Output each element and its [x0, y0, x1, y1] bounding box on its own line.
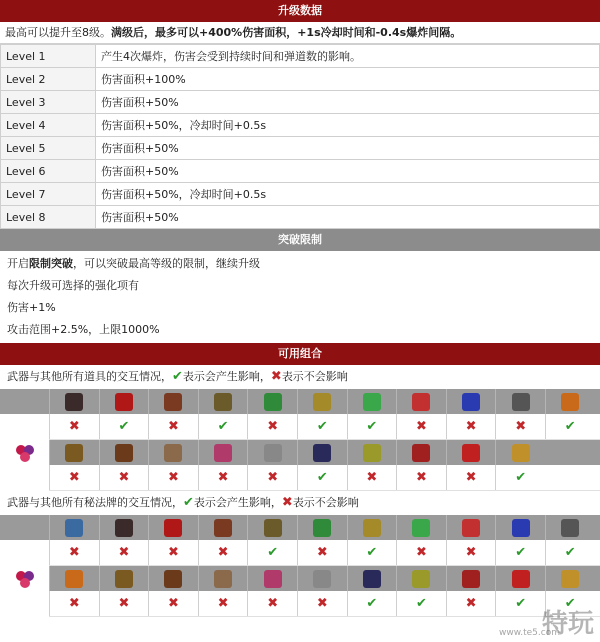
- icon-row: [0, 440, 600, 465]
- mark-cell: [148, 591, 198, 616]
- card-14-icon: [164, 570, 182, 588]
- level-name: Level 3: [1, 91, 96, 114]
- heart-black-icon: [65, 393, 83, 411]
- card-11-icon: [561, 519, 579, 537]
- icon-cell: [347, 566, 397, 591]
- level-table: [0, 44, 600, 229]
- mark-cell: [446, 540, 496, 565]
- mark-cell: [99, 591, 149, 616]
- check-icon: ✔: [217, 419, 229, 434]
- icon-cell: [446, 515, 496, 540]
- icon-cell: [148, 566, 198, 591]
- check-icon: ✔: [366, 419, 378, 434]
- book-red-icon: [115, 393, 133, 411]
- blue-orb-icon: [462, 393, 480, 411]
- cross-icon: ✖: [267, 419, 279, 434]
- mark-cell: [99, 540, 149, 565]
- check-icon: ✔: [416, 596, 427, 611]
- ring-gold-icon: [363, 444, 381, 462]
- mark-cell: [347, 465, 397, 490]
- treasure-box-icon: [115, 444, 133, 462]
- card-22-icon: [561, 570, 579, 588]
- cross-icon: ✖: [168, 419, 179, 434]
- icon-cell: [495, 515, 545, 540]
- icon-cell: [495, 440, 545, 465]
- breakthrough-line-4: 攻击范围+2.5%，上限1000%: [7, 323, 160, 336]
- icon-cell: [297, 440, 347, 465]
- mark-cell: [148, 414, 198, 439]
- candelabrador-icon: [214, 393, 232, 411]
- icon-cell: [99, 389, 149, 414]
- card-6-icon: [313, 519, 331, 537]
- mark-cell: [49, 591, 99, 616]
- breakthrough-line-2: 每次升级可选择的强化项有: [7, 279, 139, 292]
- mark-cell: [347, 414, 397, 439]
- card-1-icon: [65, 519, 83, 537]
- cross-icon: ✖: [267, 470, 279, 485]
- mark-cell: [247, 465, 297, 490]
- icon-cell: [446, 389, 496, 414]
- breakthrough-body: [0, 251, 600, 343]
- mark-cell: [347, 540, 397, 565]
- breakthrough-header: 突破限制: [0, 229, 600, 251]
- mark-cell: [495, 414, 545, 439]
- check-icon: ✔: [564, 419, 576, 434]
- heart-red-icon: [412, 393, 430, 411]
- cross-icon: ✖: [416, 545, 427, 560]
- mark-cell: [198, 465, 248, 490]
- ring-dark-icon: [313, 444, 331, 462]
- arcana-grid: [0, 515, 600, 617]
- card-10-icon: [512, 519, 530, 537]
- gear-skull-icon: [512, 393, 530, 411]
- card-21-icon: [512, 570, 530, 588]
- mark-cell: [148, 465, 198, 490]
- check-icon: ✔: [183, 495, 194, 510]
- mark-cell: [99, 414, 149, 439]
- icon-cell: [545, 389, 595, 414]
- icon-cell: [446, 566, 496, 591]
- icon-cell: [297, 566, 347, 591]
- level-name: Level 4: [1, 114, 96, 137]
- wings-icon: [264, 444, 282, 462]
- cross-icon: ✖: [465, 470, 477, 485]
- icon-cell: [148, 440, 198, 465]
- row-lead: [0, 389, 49, 414]
- icon-cell: [495, 389, 545, 414]
- planet-icon: [561, 393, 579, 411]
- cross-icon: ✖: [217, 470, 229, 485]
- items-grid: [0, 389, 600, 491]
- watermark-url: www.te5.com: [499, 628, 560, 638]
- icon-cell: [148, 515, 198, 540]
- check-icon: ✔: [267, 545, 279, 560]
- card-15-icon: [214, 570, 232, 588]
- mark-cell: [446, 465, 496, 490]
- icon-cell: [49, 389, 99, 414]
- level-row: [1, 206, 600, 229]
- level-name: Level 6: [1, 160, 96, 183]
- mark-cell: [446, 414, 496, 439]
- mark-cell: [396, 540, 446, 565]
- icon-cell: [396, 389, 446, 414]
- card-2-icon: [115, 519, 133, 537]
- cross-icon: ✖: [168, 470, 179, 485]
- card-4-icon: [214, 519, 232, 537]
- level-row: [1, 45, 600, 68]
- card-12-icon: [65, 570, 83, 588]
- mark-cell: [495, 591, 545, 616]
- bar-gold-icon: [512, 444, 530, 462]
- icon-cell: [545, 566, 595, 591]
- icon-cell: [99, 515, 149, 540]
- level-name: Level 7: [1, 183, 96, 206]
- level-row: [1, 137, 600, 160]
- icon-cell: [495, 566, 545, 591]
- items-note: 武器与其他所有道具的交互情况，✔表示会产生影响，✖表示不会影响: [7, 369, 348, 384]
- cross-icon: ✖: [118, 545, 130, 560]
- cross-icon: ✖: [68, 470, 80, 485]
- card-13-icon: [115, 570, 133, 588]
- icon-row: [0, 389, 600, 414]
- icon-cell: [49, 440, 99, 465]
- icon-cell: [198, 389, 248, 414]
- mark-cell: [396, 465, 446, 490]
- icon-cell: [198, 515, 248, 540]
- level-name: Level 1: [1, 45, 96, 68]
- card-5-icon: [264, 519, 282, 537]
- clover-icon: [264, 393, 282, 411]
- mark-cell: [297, 591, 347, 616]
- cross-icon: ✖: [217, 545, 229, 560]
- level-desc: 伤害面积+50%，冷却时间+0.5s: [96, 183, 600, 206]
- level-desc: 伤害面积+50%: [96, 160, 600, 183]
- level-desc: 伤害面积+50%: [96, 137, 600, 160]
- breakthrough-line-3: 伤害+1%: [7, 301, 56, 314]
- card-7-icon: [363, 519, 381, 537]
- mark-cell: [198, 540, 248, 565]
- level-row: [1, 68, 600, 91]
- level-desc: 伤害面积+50%: [96, 91, 600, 114]
- mark-row: [0, 465, 600, 491]
- check-icon: ✔: [118, 419, 130, 434]
- level-desc: 产生4次爆炸，伤害会受到持续时间和弹道数的影响。: [96, 45, 600, 68]
- mark-cell: [49, 540, 99, 565]
- icon-cell: [347, 440, 397, 465]
- mark-cell: [545, 540, 595, 565]
- summary-plain: 最高可以提升至8级。: [5, 26, 111, 39]
- cross-icon: ✖: [465, 545, 477, 560]
- ghost-icon: [164, 444, 182, 462]
- icon-cell: [198, 566, 248, 591]
- icon-cell: [99, 566, 149, 591]
- level-desc: 伤害面积+50%，冷却时间+0.5s: [96, 114, 600, 137]
- check-icon: ✔: [515, 596, 527, 611]
- cross-icon: ✖: [68, 596, 80, 611]
- icon-cell: [297, 389, 347, 414]
- icon-cell: [247, 515, 297, 540]
- cross-icon: ✖: [416, 419, 427, 434]
- icon-cell: [347, 389, 397, 414]
- card-9-icon: [462, 519, 480, 537]
- mark-cell: [446, 591, 496, 616]
- weapon-icon: [0, 540, 49, 617]
- mark-cell: [495, 540, 545, 565]
- card-17-icon: [313, 570, 331, 588]
- check-icon: ✔: [172, 369, 183, 384]
- level-row: [1, 114, 600, 137]
- icon-row: [0, 566, 600, 591]
- cross-icon: ✖: [316, 545, 328, 560]
- mark-cell: [99, 465, 149, 490]
- cross-icon: ✖: [316, 596, 328, 611]
- arcana-note: 武器与其他所有秘法牌的交互情况，✔表示会产生影响，✖表示不会影响: [7, 495, 359, 510]
- weapon-icon: [0, 414, 49, 491]
- check-icon: ✔: [366, 596, 378, 611]
- upgrade-header: 升级数据: [0, 0, 600, 22]
- icon-cell: [49, 566, 99, 591]
- level-name: Level 2: [1, 68, 96, 91]
- card-8-icon: [412, 519, 430, 537]
- mark-cell: [247, 591, 297, 616]
- check-icon: ✔: [564, 596, 576, 611]
- arrow-red-icon: [412, 444, 430, 462]
- mark-cell: [297, 465, 347, 490]
- mark-cell: [198, 414, 248, 439]
- cross-icon: ✖: [465, 596, 477, 611]
- mark-cell: [247, 540, 297, 565]
- card-18-icon: [363, 570, 381, 588]
- mark-cell: [297, 414, 347, 439]
- cross-icon: ✖: [267, 596, 279, 611]
- icon-cell: [396, 515, 446, 540]
- icon-cell: [247, 389, 297, 414]
- level-name: Level 8: [1, 206, 96, 229]
- mark-cell: [495, 465, 545, 490]
- magnet-red-icon: [462, 444, 480, 462]
- cross-icon: ✖: [465, 419, 477, 434]
- cross-icon: ✖: [168, 545, 179, 560]
- mark-row: [0, 591, 600, 617]
- cross-icon: ✖: [281, 495, 293, 510]
- level-row: [1, 183, 600, 206]
- mark-cell: [396, 414, 446, 439]
- card-16-icon: [264, 570, 282, 588]
- mark-row: [0, 540, 600, 566]
- cross-icon: ✖: [515, 419, 527, 434]
- icon-cell: [545, 515, 595, 540]
- skull-icon: [214, 444, 232, 462]
- level-name: Level 5: [1, 137, 96, 160]
- check-icon: ✔: [515, 470, 527, 485]
- check-icon: ✔: [515, 545, 527, 560]
- cross-icon: ✖: [366, 470, 378, 485]
- cross-icon: ✖: [68, 545, 80, 560]
- gauntlet-icon: [164, 393, 182, 411]
- upgrade-summary: [0, 22, 600, 44]
- combos-header: 可用组合: [0, 343, 600, 365]
- icon-cell: [49, 515, 99, 540]
- cross-icon: ✖: [68, 419, 80, 434]
- icon-cell: [396, 566, 446, 591]
- cross-icon: ✖: [168, 596, 179, 611]
- card-3-icon: [164, 519, 182, 537]
- check-icon: ✔: [316, 419, 328, 434]
- cross-icon: ✖: [416, 470, 427, 485]
- mark-cell: [396, 591, 446, 616]
- mark-cell: [545, 414, 595, 439]
- card-19-icon: [412, 570, 430, 588]
- icon-cell: [99, 440, 149, 465]
- icon-cell: [446, 440, 496, 465]
- icon-cell: [297, 515, 347, 540]
- level-desc: 伤害面积+100%: [96, 68, 600, 91]
- mark-cell: [247, 414, 297, 439]
- mark-cell: [297, 540, 347, 565]
- icon-cell: [396, 440, 446, 465]
- crown-icon: [65, 444, 83, 462]
- crown-box-icon: [313, 393, 331, 411]
- level-desc: 伤害面积+50%: [96, 206, 600, 229]
- row-lead: [0, 515, 49, 540]
- level-row: [1, 160, 600, 183]
- cross-icon: ✖: [217, 596, 229, 611]
- icon-cell: [247, 440, 297, 465]
- icon-cell: [347, 515, 397, 540]
- check-icon: ✔: [316, 470, 328, 485]
- watermark-logo: 特玩: [541, 609, 594, 639]
- mark-row: [0, 414, 600, 440]
- mark-cell: [347, 591, 397, 616]
- mark-cell: [49, 414, 99, 439]
- icon-cell: [148, 389, 198, 414]
- icon-cell: [247, 566, 297, 591]
- breakthrough-line-1: 开启限制突破，可以突破最高等级的限制，继续升级: [7, 257, 260, 270]
- mark-cell: [148, 540, 198, 565]
- level-row: [1, 91, 600, 114]
- card-20-icon: [462, 570, 480, 588]
- summary-bold: 满级后，最多可以+400%伤害面积，+1s冷却时间和-0.4s爆炸间隔。: [111, 26, 462, 39]
- cross-icon: ✖: [270, 369, 282, 384]
- icon-row: [0, 515, 600, 540]
- mark-cell: [49, 465, 99, 490]
- icon-cell: [198, 440, 248, 465]
- check-icon: ✔: [564, 545, 576, 560]
- check-icon: ✔: [366, 545, 378, 560]
- mark-cell: [198, 591, 248, 616]
- cross-icon: ✖: [118, 596, 130, 611]
- cross-icon: ✖: [118, 470, 130, 485]
- leaf-icon: [363, 393, 381, 411]
